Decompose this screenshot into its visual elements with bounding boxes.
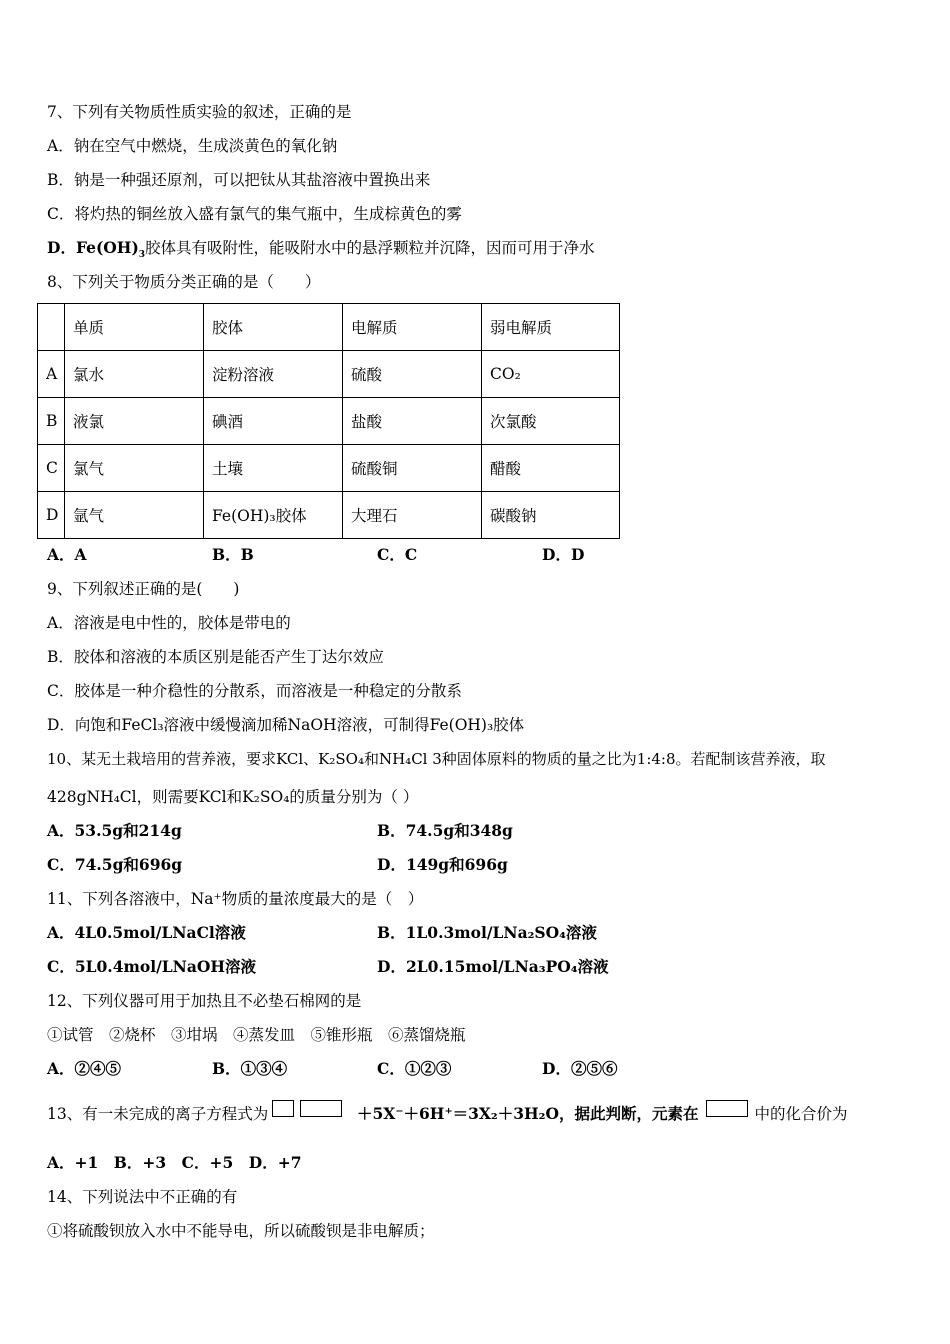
q12-option-a: A．②④⑤ bbox=[47, 1059, 122, 1078]
q13-stem-pre: 13、有一未完成的离子方程式为 bbox=[47, 1105, 269, 1123]
q10-option-d: D．149g和696g bbox=[377, 855, 508, 874]
row-label: C bbox=[38, 445, 65, 492]
row-label: A bbox=[38, 351, 65, 398]
q7-option-b: B．钠是一种强还原剂，可以把钛从其盐溶液中置换出来 bbox=[47, 171, 431, 189]
table-header-row bbox=[38, 304, 620, 351]
q8-option-c: C．C bbox=[377, 545, 418, 564]
table-cell: 土壤 bbox=[204, 445, 343, 492]
table-cell: 大理石 bbox=[343, 492, 482, 539]
q11-stem: 11、下列各溶液中，Na⁺物质的量浓度最大的是（ ） bbox=[47, 890, 424, 908]
q8-option-a: A．A bbox=[47, 545, 87, 564]
q10-stem-line1: 10、某无土栽培用的营养液，要求KCl、K₂SO₄和NH₄Cl 3种固体原料的物质的量之比为1:4:8。若配制该营养液，取 bbox=[47, 750, 826, 768]
q13-options: A．+1 B．+3 C．+5 D．+7 bbox=[47, 1153, 302, 1172]
table-cell: Fe(OH)₃胶体 bbox=[204, 492, 343, 539]
blank-box bbox=[300, 1100, 342, 1117]
q12-option-b: B．①③④ bbox=[212, 1059, 288, 1078]
table-cell: 醋酸 bbox=[482, 445, 620, 492]
q14-item-1: ①将硫酸钡放入水中不能导电，所以硫酸钡是非电解质； bbox=[47, 1222, 435, 1240]
q8-classification-table bbox=[37, 303, 620, 539]
q9-option-b: B．胶体和溶液的本质区别是能否产生丁达尔效应 bbox=[47, 648, 384, 666]
header-cell: 胶体 bbox=[204, 304, 343, 351]
q7-option-d-post: 胶体具有吸附性，能吸附水中的悬浮颗粒并沉降，因而可用于净水 bbox=[145, 239, 595, 257]
q12-stem: 12、下列仪器可用于加热且不必垫石棉网的是 bbox=[47, 992, 362, 1010]
q13-stem-post: 中的化合价为 bbox=[754, 1105, 848, 1123]
blank-box bbox=[706, 1100, 748, 1117]
q10-option-b: B．74.5g和348g bbox=[377, 821, 513, 840]
q9-option-c: C．胶体是一种介稳性的分散系，而溶液是一种稳定的分散系 bbox=[47, 682, 462, 700]
row-label: B bbox=[38, 398, 65, 445]
q13-stem bbox=[47, 1104, 847, 1124]
q9-option-d: D．向饱和FeCl₃溶液中缓慢滴加稀NaOH溶液，可制得Fe(OH)₃胶体 bbox=[47, 716, 525, 734]
header-cell: 单质 bbox=[65, 304, 204, 351]
q12-option-d: D．②⑤⑥ bbox=[542, 1059, 618, 1078]
q7-option-d-sub: 3 bbox=[138, 250, 146, 261]
row-label: D bbox=[38, 492, 65, 539]
q7-option-d-pre: D．Fe(OH) bbox=[47, 238, 139, 257]
table-cell: 次氯酸 bbox=[482, 398, 620, 445]
q11-option-b: B．1L0.3mol/LNa₂SO₄溶液 bbox=[377, 923, 597, 942]
q7-stem: 7、下列有关物质性质实验的叙述，正确的是 bbox=[47, 103, 352, 121]
table-cell: 液氯 bbox=[65, 398, 204, 445]
header-cell: 电解质 bbox=[343, 304, 482, 351]
q10-stem-line2: 428gNH₄Cl，则需要KCl和K₂SO₄的质量分别为（ ） bbox=[47, 788, 419, 806]
header-blank bbox=[38, 304, 65, 351]
table-cell: 碳酸钠 bbox=[482, 492, 620, 539]
q7-option-d bbox=[47, 238, 595, 265]
table-cell: 氯水 bbox=[65, 351, 204, 398]
table-cell: 盐酸 bbox=[343, 398, 482, 445]
q7-option-a: A．钠在空气中燃烧，生成淡黄色的氧化钠 bbox=[47, 137, 338, 155]
q11-option-c: C．5L0.4mol/LNaOH溶液 bbox=[47, 957, 257, 976]
table-cell: 淀粉溶液 bbox=[204, 351, 343, 398]
table-cell: 硫酸铜 bbox=[343, 445, 482, 492]
blank-box bbox=[272, 1100, 294, 1117]
q13-stem-mid: ＋5X⁻＋6H⁺＝3X₂＋3H₂O，据此判断，元素在 bbox=[357, 1104, 699, 1123]
table-row bbox=[38, 492, 620, 539]
q8-option-b: B．B bbox=[212, 545, 254, 564]
q12-option-c: C．①②③ bbox=[377, 1059, 452, 1078]
table-row bbox=[38, 398, 620, 445]
q9-stem: 9、下列叙述正确的是( ) bbox=[47, 580, 240, 598]
table-row bbox=[38, 351, 620, 398]
q14-stem: 14、下列说法中不正确的有 bbox=[47, 1188, 238, 1206]
q11-option-a: A．4L0.5mol/LNaCl溶液 bbox=[47, 923, 246, 942]
header-cell: 弱电解质 bbox=[482, 304, 620, 351]
table-cell: CO₂ bbox=[482, 351, 620, 398]
q11-option-d: D．2L0.15mol/LNa₃PO₄溶液 bbox=[377, 957, 609, 976]
q8-stem: 8、下列关于物质分类正确的是（ ） bbox=[47, 273, 321, 291]
q10-option-c: C．74.5g和696g bbox=[47, 855, 183, 874]
table-cell: 硫酸 bbox=[343, 351, 482, 398]
q7-option-c: C．将灼热的铜丝放入盛有氯气的集气瓶中，生成棕黄色的雾 bbox=[47, 205, 462, 223]
q9-option-a: A．溶液是电中性的，胶体是带电的 bbox=[47, 614, 291, 632]
table-cell: 碘酒 bbox=[204, 398, 343, 445]
q8-option-d: D．D bbox=[542, 545, 585, 564]
table-cell: 氯气 bbox=[65, 445, 204, 492]
table-cell: 氩气 bbox=[65, 492, 204, 539]
q12-items: ①试管 ②烧杯 ③坩埚 ④蒸发皿 ⑤锥形瓶 ⑥蒸馏烧瓶 bbox=[47, 1026, 466, 1044]
table-row bbox=[38, 445, 620, 492]
q10-option-a: A．53.5g和214g bbox=[47, 821, 182, 840]
